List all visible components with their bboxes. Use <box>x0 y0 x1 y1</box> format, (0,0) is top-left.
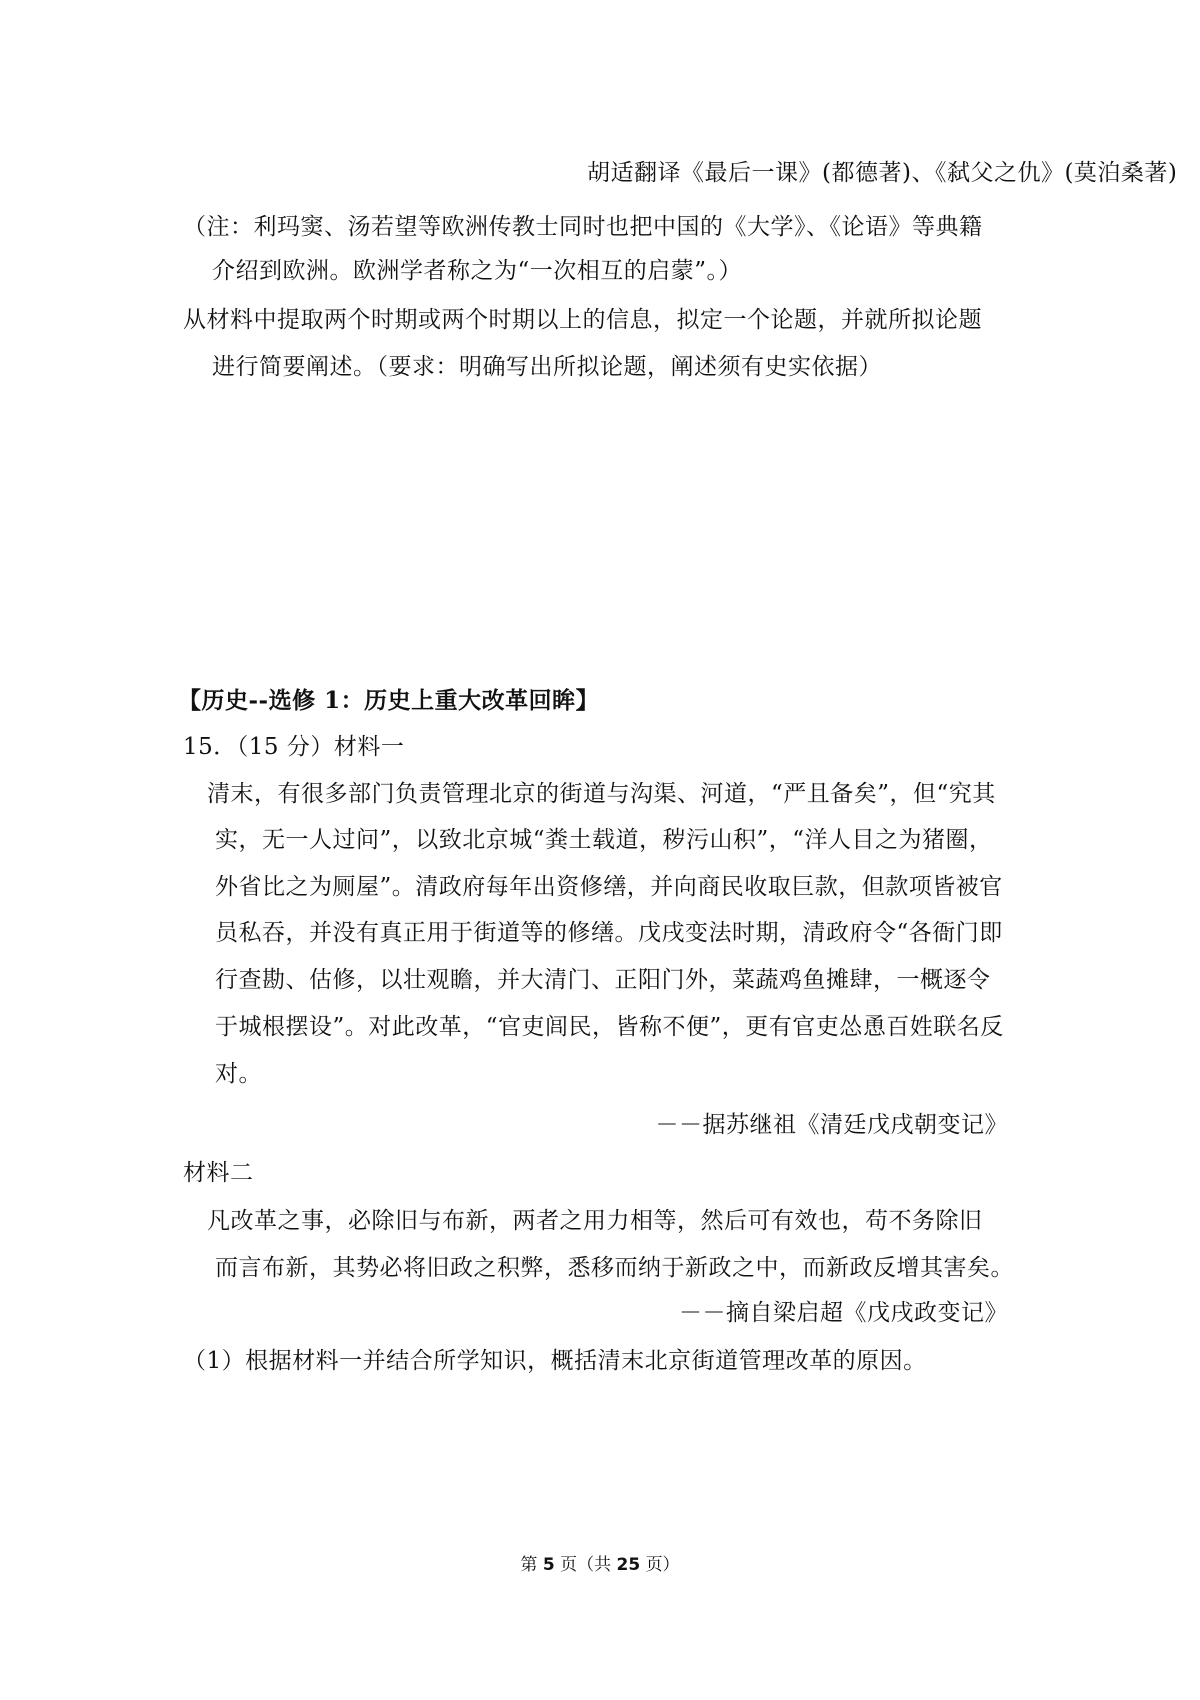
subquestion-1: （1）根据材料一并结合所学知识，概括清末北京街道管理改革的原因。 <box>183 1348 927 1374</box>
material1-line: 外省比之为厕屋”。清政府每年出资修缮，并向商民收取巨款，但款项皆被官 <box>215 874 1003 900</box>
page-footer <box>0 1554 1200 1576</box>
material2-label: 材料二 <box>183 1160 254 1186</box>
material1-line: 清末，有很多部门负责管理北京的街道与沟渠、河道，“严且备矣”，但“究其 <box>207 781 996 807</box>
section-heading: 【历史--选修 1：历史上重大改革回眸】 <box>178 687 600 714</box>
material1-line: 员私吞，并没有真正用于街道等的修缮。戊戌变法时期，清政府令“各衙门即 <box>215 920 1003 946</box>
footer-page-number: 5 <box>542 1555 555 1575</box>
footer-prefix: 第 <box>520 1555 538 1575</box>
material1-line: 对。 <box>215 1061 262 1087</box>
citation-line: 胡适翻译《最后一课》(都德著)、《弑父之仇》(莫泊桑著) <box>587 160 1178 186</box>
footer-suffix: 页） <box>645 1555 680 1575</box>
footer-total-pages: 25 <box>616 1555 641 1575</box>
material1-source: －－据苏继祖《清廷戊戌朝变记》 <box>655 1112 1008 1138</box>
material2-source: －－摘自梁启超《戊戌政变记》 <box>679 1300 1008 1326</box>
note-line-2: 介绍到欧洲。欧洲学者称之为“一次相互的启蒙”。） <box>212 258 743 284</box>
material1-line: 于城根摆设”。对此改革，“官吏闾民，皆称不便”，更有官吏怂恿百姓联名反 <box>215 1014 1004 1040</box>
material2-line: 而言布新，其势必将旧政之积弊，悉移而纳于新政之中，而新政反增其害矣。 <box>215 1255 1014 1281</box>
material1-line: 实，无一人过问”，以致北京城“粪土载道，秽污山积”，“洋人目之为猪圈， <box>215 827 993 853</box>
task-line-2: 进行简要阐述。（要求：明确写出所拟论题，阐述须有史实依据） <box>212 354 882 380</box>
footer-middle: 页（共 <box>560 1555 612 1575</box>
material2-line: 凡改革之事，必除旧与布新，两者之用力相等，然后可有效也，苟不务除旧 <box>207 1208 983 1234</box>
task-line-1: 从材料中提取两个时期或两个时期以上的信息，拟定一个论题，并就所拟论题 <box>183 307 982 333</box>
material1-line: 行查勘、估修，以壮观瞻，并大清门、正阳门外，菜蔬鸡鱼摊肆，一概逐令 <box>215 967 991 993</box>
question-intro: 15．（15 分）材料一 <box>183 734 405 760</box>
note-line-1: （注：利玛窦、汤若望等欧洲传教士同时也把中国的《大学》、《论语》等典籍 <box>183 214 983 240</box>
